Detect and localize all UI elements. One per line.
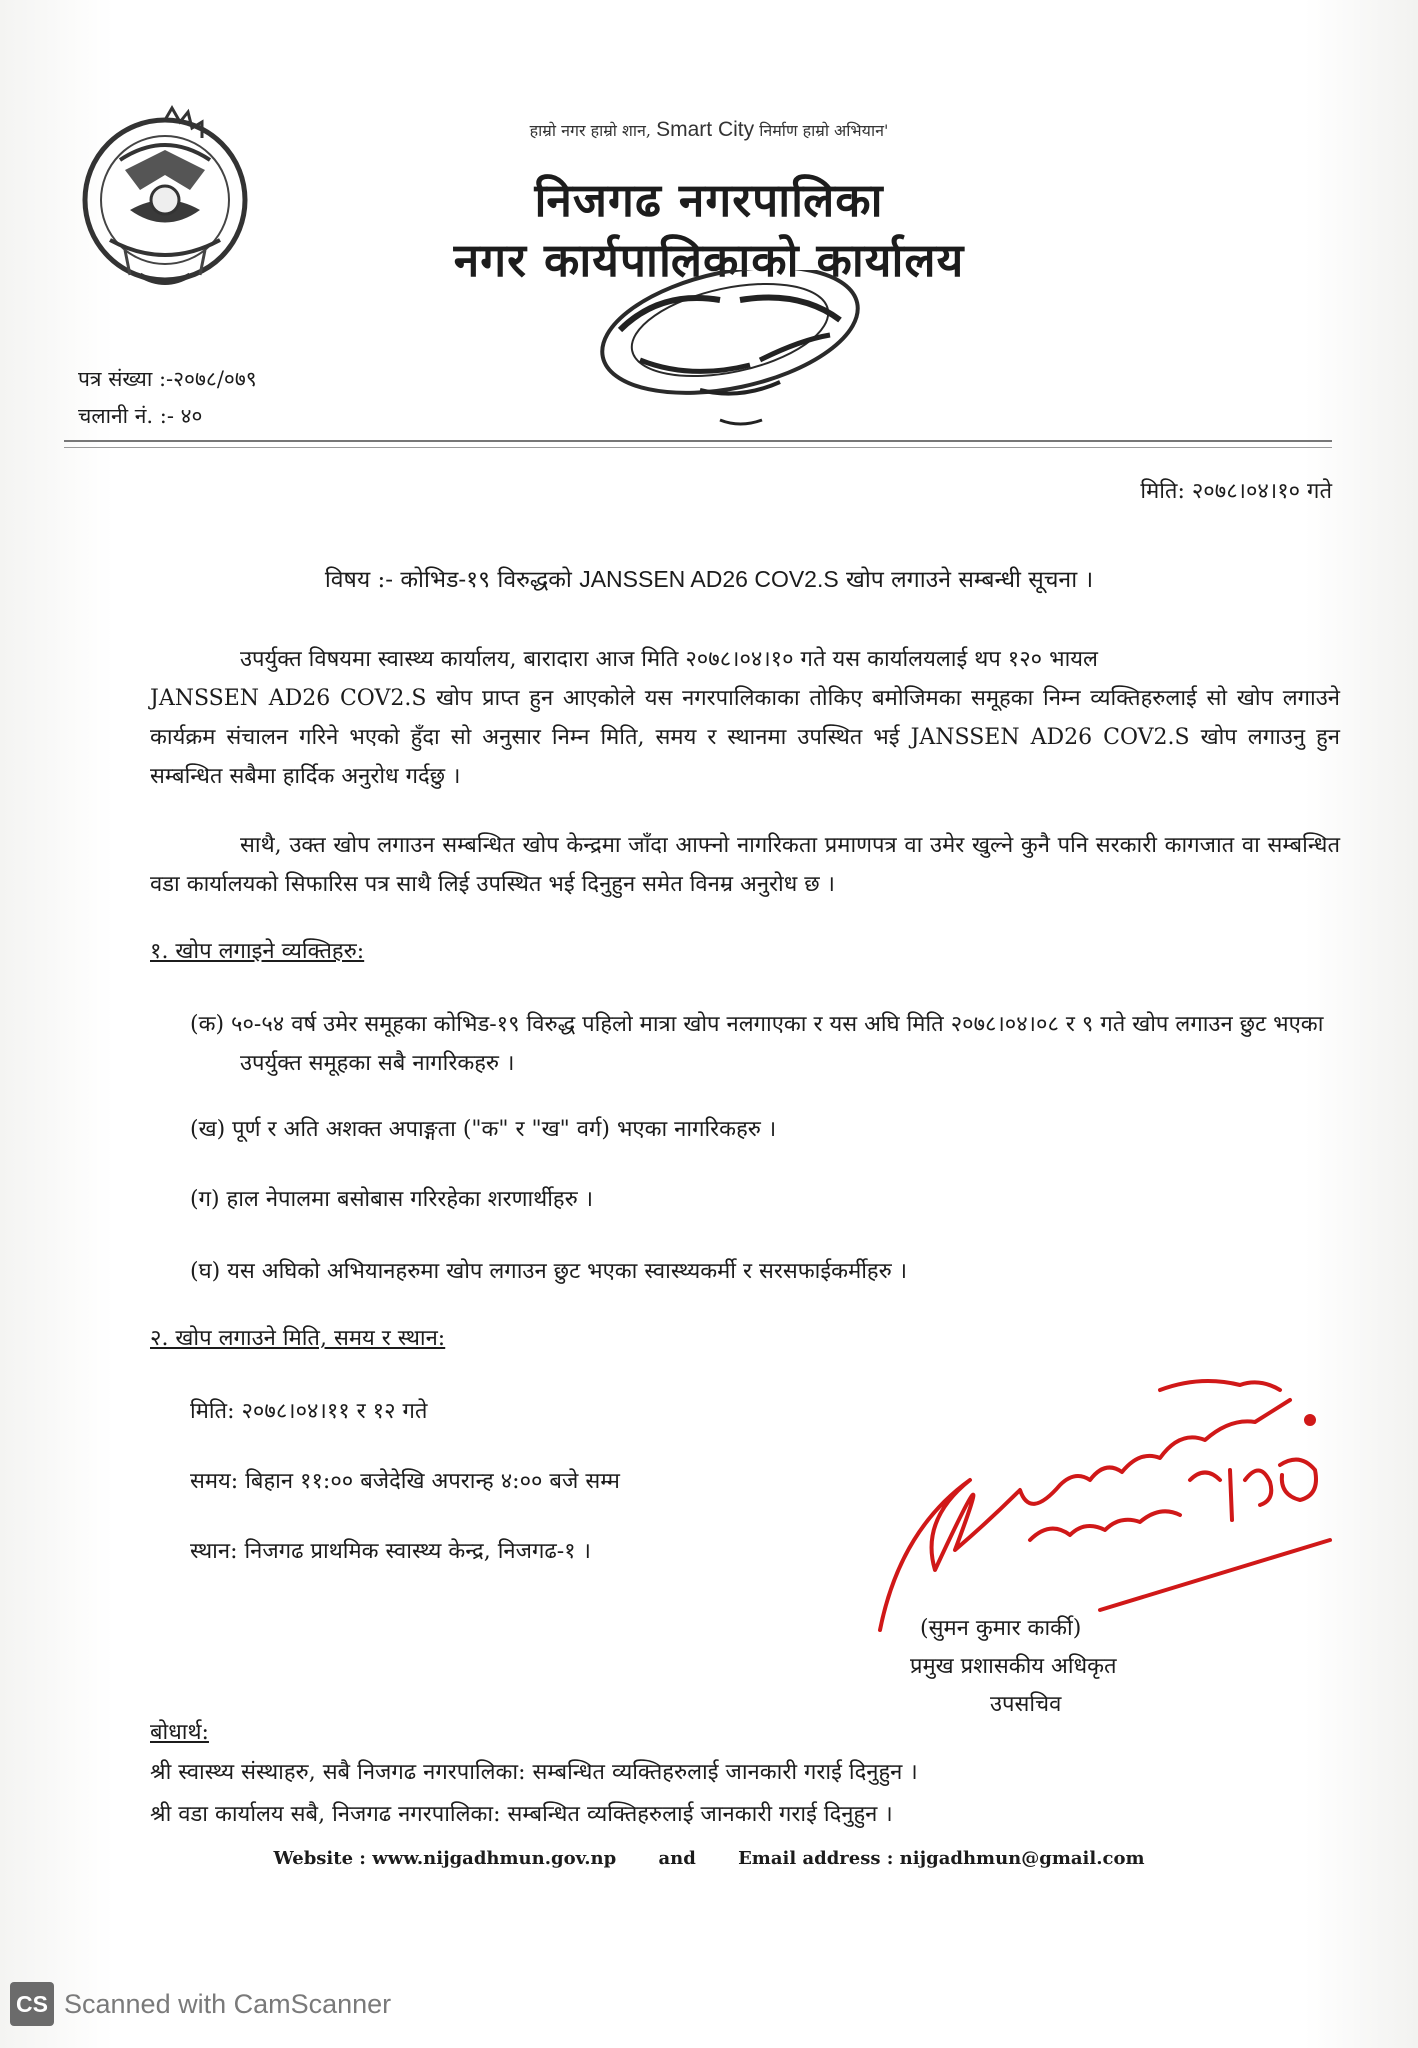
letter-number: पत्र संख्या :-२०७८/०७९ bbox=[78, 367, 257, 391]
cc-line: श्री स्वास्थ्य संस्थाहरु, सबै निजगढ नगरपालिका: सम्बन्धित व्यक्तिहरुलाई जानकारी गराई दिनुहुन । bbox=[150, 1760, 918, 1785]
cc-line: श्री वडा कार्यालय सबै, निजगढ नगरपालिका: सम्बन्धित व्यक्तिहरुलाई जानकारी गराई दिनुहुन । bbox=[150, 1802, 893, 1827]
website-text: Website : www.nijgadhmun.gov.np bbox=[273, 1848, 617, 1869]
vaccine-name: JANSSEN AD26 COV2.S bbox=[579, 566, 839, 592]
signatory-designation: प्रमुख प्रशासकीय अधिकृत bbox=[910, 1654, 1117, 1679]
municipality-name: निजगढ नगरपालिका bbox=[534, 173, 884, 227]
section1-heading: १. खोप लगाइने व्यक्तिहरु: bbox=[150, 939, 365, 964]
vaccination-time: समय: बिहान ११:०० बजेदेखि अपरान्ह ४:०० बजे सम्म bbox=[190, 1469, 620, 1494]
vaccination-date: मिति: २०७८।०४।११ र १२ गते bbox=[190, 1399, 428, 1424]
scanner-text: Scanned with CamScanner bbox=[64, 1988, 392, 2019]
section2-heading: २. खोप लगाउने मिति, समय र स्थान: bbox=[150, 1326, 446, 1351]
office-stamp-icon bbox=[580, 270, 890, 440]
dispatch-number: चलानी नं. :- ४० bbox=[78, 404, 203, 428]
contact-footer bbox=[0, 1848, 1418, 1869]
email-text: Email address : nijgadhmun@gmail.com bbox=[738, 1848, 1145, 1869]
and-text: and bbox=[658, 1848, 696, 1869]
list-item: (घ) यस अघिको अभियानहरुमा खोप लगाउन छुट भएका स्वास्थ्यकर्मी र सरसफाईकर्मीहरु । bbox=[190, 1259, 908, 1284]
letter-date: मिति: २०७८।०४।१० गते bbox=[1140, 479, 1332, 504]
signatory-name: (सुमन कुमार कार्की) bbox=[920, 1616, 1082, 1641]
list-item: (क) ५०-५४ वर्ष उमेर समूहका कोभिड-१९ विरुद्ध पहिलो मात्रा खोप नलगाएका र यस अघि मिति २०७८।०४।०८ र ९ गते खोप लगाउन छुट भएका उपर्युक्त समूहका सबै नागरिकहरु । bbox=[190, 1012, 1324, 1076]
vaccination-place: स्थान: निजगढ प्राथमिक स्वास्थ्य केन्द्र, निजगढ-१ । bbox=[190, 1539, 591, 1564]
office-name: नगर कार्यपालिकाको कार्यालय bbox=[453, 233, 965, 287]
body-paragraph-2: साथै, उक्त खोप लगाउन सम्बन्धित खोप केन्द्रमा जाँदा आफ्नो नागरिकता प्रमाणपत्र वा उमेर खुल्ने कुनै पनि सरकारी कागजात वा सम्बन्धित वडा कार्यालयको सिफारिस पत्र साथै लिई उपस्थित भई दिनुहुन समेत विनम्र अनुरोध छ । bbox=[150, 833, 1340, 897]
letter-subject: विषय :- कोभिड-१९ विरुद्धको JANSSEN AD26 COV2.S खोप लगाउने सम्बन्धी सूचना । bbox=[324, 566, 1094, 593]
cc-heading: बोधार्थ: bbox=[150, 1720, 209, 1745]
header-divider bbox=[64, 440, 1332, 442]
body-paragraph-1-cont: JANSSEN AD26 COV2.S खोप प्राप्त हुन आएकोले यस नगरपालिकाका तोकिए बमोजिमका समूहका निम्न व्यक्तिहरुलाई सो खोप लगाउने कार्यक्रम संचालन गरिने भएको हुँदा सो अनुसार निम्न मिति, समय र स्थानमा उपस्थित भई JANSSEN AD26 COV2.S खोप लगाउनु हुन सम्बन्धित सबैमा हार्दिक अनुरोध गर्दछु । bbox=[150, 686, 1340, 789]
camscanner-logo-icon: CS bbox=[10, 1982, 54, 2026]
header-divider-thin bbox=[64, 447, 1332, 448]
list-item: (ग) हाल नेपालमा बसोबास गरिरहेका शरणार्थीहरु । bbox=[190, 1187, 594, 1212]
list-item: (ख) पूर्ण र अति अशक्त अपाङ्गता ("क" र "ख" वर्ग) भएका नागरिकहरु । bbox=[190, 1117, 777, 1142]
smart-city-text: Smart City bbox=[656, 118, 755, 141]
signatory-rank: उपसचिव bbox=[990, 1692, 1062, 1717]
scanner-watermark bbox=[10, 1982, 391, 2026]
body-paragraph-1: उपर्युक्त विषयमा स्वास्थ्य कार्यालय, बारादारा आज मिति २०७८।०४।१० गते यस कार्यालयलाई थप १२० भायल bbox=[240, 647, 1098, 672]
header-tagline: हाम्रो नगर हाम्रो शान, Smart City निर्माण हाम्रो अभियान' bbox=[529, 118, 889, 141]
